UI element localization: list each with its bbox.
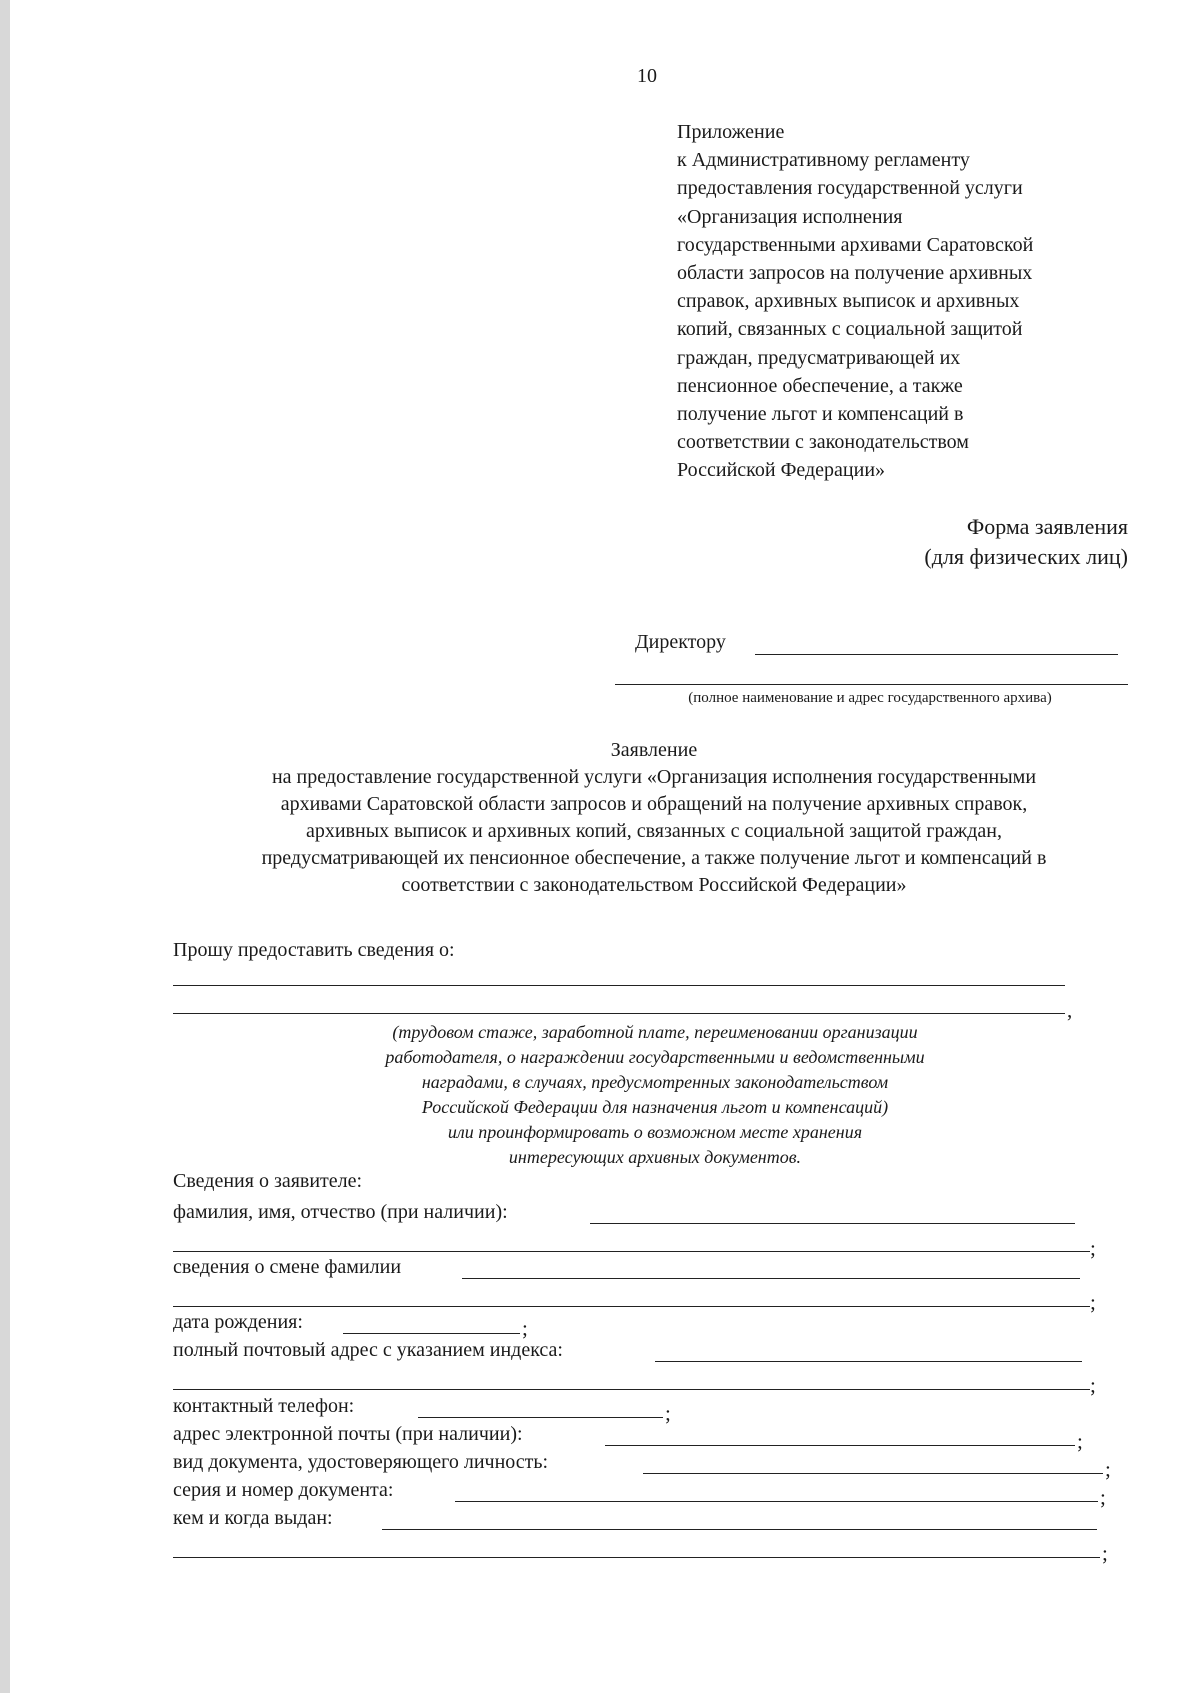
- birth-date-field[interactable]: [343, 1333, 520, 1334]
- id-document-type-field[interactable]: [643, 1473, 1103, 1474]
- full-name-field-continued[interactable]: [173, 1251, 1090, 1252]
- page-number: 10: [637, 65, 657, 87]
- applicant-heading: Сведения о заявителе:: [173, 1170, 363, 1192]
- postal-address-label: полный почтовый адрес с указанием индекса:: [173, 1339, 563, 1361]
- phone-label: контактный телефон:: [173, 1395, 355, 1417]
- appendix-line: «Организация исполнения: [677, 205, 903, 228]
- surname-change-field-continued[interactable]: [173, 1306, 1090, 1307]
- appendix-line: области запросов на получение архивных: [677, 262, 1033, 285]
- request-note-line: работодателя, о награждении государственными и ведомственными: [385, 1047, 925, 1067]
- surname-change-label: сведения о смене фамилии: [173, 1256, 402, 1278]
- application-line: предусматривающей их пенсионное обеспечение, а также получение льгот и компенсаций в: [261, 847, 1047, 869]
- appendix-line: государственными архивами Саратовской: [677, 233, 1034, 256]
- full-name-label: фамилия, имя, отчество (при наличии):: [173, 1201, 508, 1223]
- id-series-number-terminator: ;: [1100, 1485, 1106, 1509]
- request-note-line: наградами, в случаях, предусмотренных законодательством: [421, 1072, 889, 1092]
- application-title: Заявление: [610, 739, 698, 761]
- application-line: соответствии с законодательством Российской Федерации»: [401, 874, 907, 896]
- birth-date-label: дата рождения:: [173, 1311, 303, 1333]
- id-series-number-label: серия и номер документа:: [173, 1479, 394, 1501]
- appendix-line: справок, архивных выписок и архивных: [677, 290, 1020, 313]
- appendix-line: получение льгот и компенсаций в: [677, 403, 964, 426]
- request-line-1[interactable]: [173, 985, 1065, 986]
- issued-by-field[interactable]: [382, 1529, 1097, 1530]
- application-line: на предоставление государственной услуги «Организация исполнения государственными: [271, 766, 1037, 788]
- appendix-line: пенсионное обеспечение, а также: [677, 374, 963, 397]
- appendix-line: предоставления государственной услуги: [677, 177, 1023, 200]
- appendix-line: Российской Федерации»: [677, 459, 886, 482]
- appendix-line: Приложение: [677, 121, 785, 143]
- phone-field[interactable]: [418, 1417, 663, 1418]
- appendix-line: граждан, предусматривающей их: [677, 346, 961, 369]
- full-name-terminator: ;: [1090, 1236, 1096, 1260]
- id-document-type-label: вид документа, удостоверяющего личность:: [173, 1451, 549, 1473]
- postal-address-terminator: ;: [1090, 1373, 1096, 1397]
- appendix-line: копий, связанных с социальной защитой: [677, 318, 1023, 341]
- application-line: архивами Саратовской области запросов и обращений на получение архивных справок,: [280, 793, 1028, 815]
- postal-address-field-continued[interactable]: [173, 1389, 1090, 1390]
- form-type-subtitle: (для физических лиц): [924, 544, 1128, 569]
- addressee-address-line[interactable]: [615, 684, 1128, 685]
- request-line-2[interactable]: [173, 1013, 1065, 1014]
- request-note-line: (трудовом стаже, заработной плате, переименовании организации: [392, 1022, 918, 1042]
- id-series-number-field[interactable]: [455, 1501, 1098, 1502]
- request-note: [290, 1020, 1020, 1170]
- addressee-hint: (полное наименование и адрес государственного архива): [688, 690, 1052, 706]
- request-note-line: интересующих архивных документов.: [508, 1147, 802, 1167]
- application-body: [170, 764, 1138, 899]
- email-label: адрес электронной почты (при наличии):: [173, 1423, 523, 1445]
- full-name-field[interactable]: [590, 1223, 1075, 1224]
- email-terminator: ;: [1077, 1429, 1083, 1453]
- email-field[interactable]: [605, 1445, 1075, 1446]
- surname-change-terminator: ;: [1090, 1290, 1096, 1314]
- issued-by-terminator: ;: [1102, 1541, 1108, 1565]
- appendix-line: к Административному регламенту: [677, 149, 970, 172]
- issued-by-label: кем и когда выдан:: [173, 1507, 333, 1529]
- phone-terminator: ;: [665, 1401, 671, 1425]
- surname-change-field[interactable]: [462, 1278, 1080, 1279]
- request-note-line: Российской Федерации для назначения льгот и компенсаций): [421, 1097, 889, 1117]
- request-note-line: или проинформировать о возможном месте хранения: [447, 1122, 863, 1142]
- birth-date-terminator: ;: [522, 1316, 528, 1340]
- document-page: [10, 0, 1200, 1693]
- issued-by-field-continued[interactable]: [173, 1557, 1100, 1558]
- addressee-name-line[interactable]: [755, 654, 1118, 655]
- addressee-label: Директору: [635, 631, 726, 653]
- request-comma: ,: [1067, 998, 1073, 1022]
- postal-address-field[interactable]: [655, 1361, 1082, 1362]
- appendix-line: соответствии с законодательством: [677, 431, 969, 454]
- appendix-block: [677, 118, 1147, 485]
- form-type-title: Форма заявления: [966, 514, 1128, 539]
- application-line: архивных выписок и архивных копий, связанных с социальной защитой граждан,: [305, 820, 1003, 842]
- id-document-type-terminator: ;: [1105, 1457, 1111, 1481]
- request-label: Прошу предоставить сведения о:: [173, 939, 455, 961]
